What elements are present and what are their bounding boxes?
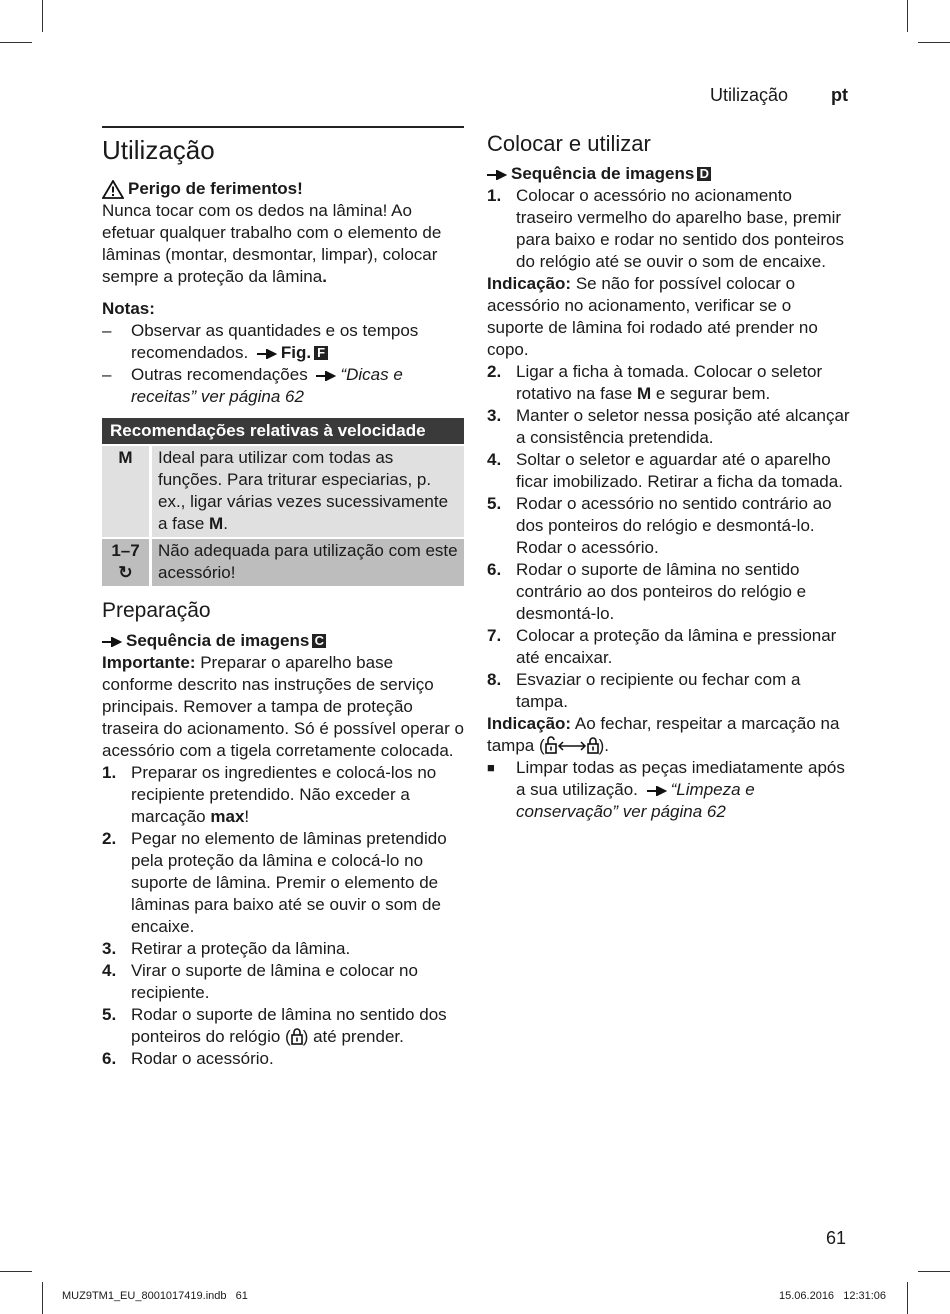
hint-note: Indicação: Ao fechar, respeitar a marcação na tampa ( ). (487, 714, 840, 755)
crop-mark (918, 42, 950, 43)
list-item: 8. Esvaziar o recipiente ou fechar com a tampa. (487, 670, 801, 711)
important-note: Importante: Preparar o aparelho base conforme descrito nas instruções de serviço principais. Remover a tampa de proteção traseira do acionamento. Só é possível operar o acessório com a tigela corretamente colocada. (102, 653, 464, 760)
double-arrow-icon (557, 741, 587, 751)
list-item: 6. Rodar o suporte de lâmina no sentido contrário ao dos ponteiros do relógio e desmontá-lo. (487, 560, 807, 623)
cross-reference: “Dicas e receitas” ver página 62 (131, 365, 403, 406)
crop-mark (42, 0, 43, 32)
crop-mark (42, 1282, 43, 1314)
figure-letter-badge: D (697, 167, 711, 181)
warning-body: Nunca tocar com os dedos na lâmina! Ao efetuar qualquer trabalho com o elemento de lâminas (montar, desmontar, limpar), colocar sempre a proteção da lâmina (102, 201, 442, 286)
warning-heading-text: Perigo de ferimentos! (128, 179, 303, 198)
image-sequence-ref: Sequência de imagens D (487, 163, 852, 185)
speed-description: Ideal para utilizar com todas as funções. Para triturar especiarias, p. ex., ligar várias vezes sucessivamente a fase M. (152, 446, 464, 537)
fig-reference: Fig. (280, 343, 312, 362)
preparation-title: Preparação (102, 599, 211, 622)
footer-timestamp: 15.06.2016 12:31:06 (779, 1290, 887, 1302)
note-item: – Observar as quantidades e os tempos recomendados. Fig. F (102, 321, 419, 362)
arrow-right-icon (316, 371, 336, 381)
arrow-right-icon (487, 170, 507, 180)
list-item: 2. Pegar no elemento de lâminas pretendido pela proteção da lâmina e colocá-lo no suporte de lâmina. Premir o elemento de lâminas para baixo até se ouvir o som de encaixe. (102, 829, 447, 936)
list-item: 3. Manter o seletor nessa posição até alcançar a consistência pretendida. (487, 406, 850, 447)
running-header-language: pt (831, 85, 848, 105)
page-number: 61 (826, 1228, 847, 1248)
table-row (102, 539, 464, 586)
crop-mark (907, 0, 908, 32)
speed-key: M (102, 446, 152, 537)
section-rule (102, 126, 464, 128)
running-header-section: Utilização (710, 85, 789, 105)
lock-open-icon (545, 736, 557, 754)
list-item: 2. Ligar a ficha à tomada. Colocar o seletor rotativo na fase M e segurar bem. (487, 362, 823, 403)
note-item: – Outras recomendações “Dicas e receitas” ver página 62 (102, 365, 403, 406)
list-item: 6. Rodar o acessório. (102, 1049, 274, 1068)
cross-reference: “Limpeza e conservação” ver página 62 (516, 780, 755, 821)
image-sequence-ref: Sequência de imagens C (102, 630, 464, 652)
list-item: 4. Soltar o seletor e aguardar até o aparelho ficar imobilizado. Retirar a ficha da tomada. (487, 450, 843, 491)
figure-letter-badge: C (312, 634, 326, 648)
arrow-right-icon (257, 349, 277, 359)
hint-note: Indicação: Se não for possível colocar o acessório no acionamento, verificar se o suporte de lâmina foi rodado até prender no copo. (487, 274, 818, 359)
turbo-rotate-icon: ↻ (118, 563, 133, 582)
left-column (102, 126, 464, 1070)
warning-heading (102, 178, 464, 200)
right-column (487, 126, 852, 823)
note-text: Observar as quantidades e os tempos recomendados. (131, 321, 419, 362)
table-row (102, 446, 464, 537)
list-item: ■ Limpar todas as peças imediatamente após a sua utilização. “Limpeza e conservação” ver página 62 (487, 758, 845, 821)
warning-triangle-icon (102, 180, 124, 199)
list-item: 5. Rodar o acessório no sentido contrário ao dos ponteiros do relógio e desmontá-lo. Rodar o acessório. (487, 494, 832, 557)
footer-file: MUZ9TM1_EU_8001017419.indb 61 (62, 1290, 248, 1302)
notes-heading: Notas: (102, 299, 155, 318)
figure-letter-badge: F (314, 346, 328, 360)
arrow-right-icon (647, 786, 667, 796)
lock-closed-icon (291, 1027, 303, 1045)
speed-key: 1–7 ↻ (102, 539, 152, 586)
section-title: Colocar e utilizar (487, 131, 651, 156)
speed-description: Não adequada para utilização com este acessório! (152, 539, 464, 586)
speed-table-header: Recomendações relativas à velocidade (102, 418, 464, 444)
crop-mark (907, 1282, 908, 1314)
section-title: Utilização (102, 135, 215, 165)
list-item: 4. Virar o suporte de lâmina e colocar no recipiente. (102, 961, 418, 1002)
list-item: 5. Rodar o suporte de lâmina no sentido dos ponteiros do relógio ( ) até prender. (102, 1005, 447, 1046)
arrow-right-icon (102, 637, 122, 647)
speed-table (102, 416, 464, 588)
list-item: 3. Retirar a proteção da lâmina. (102, 939, 351, 958)
lock-closed-icon (587, 736, 599, 754)
list-item: 1. Preparar os ingredientes e colocá-los no recipiente pretendido. Não exceder a marcação max! (102, 763, 437, 826)
list-item: 7. Colocar a proteção da lâmina e pressionar até encaixar. (487, 626, 837, 667)
list-item: 1. Colocar o acessório no acionamento traseiro vermelho do aparelho base, premir para baixo e rodar no sentido dos ponteiros do relógio até se ouvir o som de encaixe. (487, 186, 844, 271)
crop-mark (0, 42, 32, 43)
warning-period: . (322, 267, 327, 286)
warning-text (102, 200, 464, 288)
crop-mark (918, 1271, 950, 1272)
note-text: Outras recomendações (131, 365, 308, 384)
crop-mark (0, 1271, 32, 1272)
